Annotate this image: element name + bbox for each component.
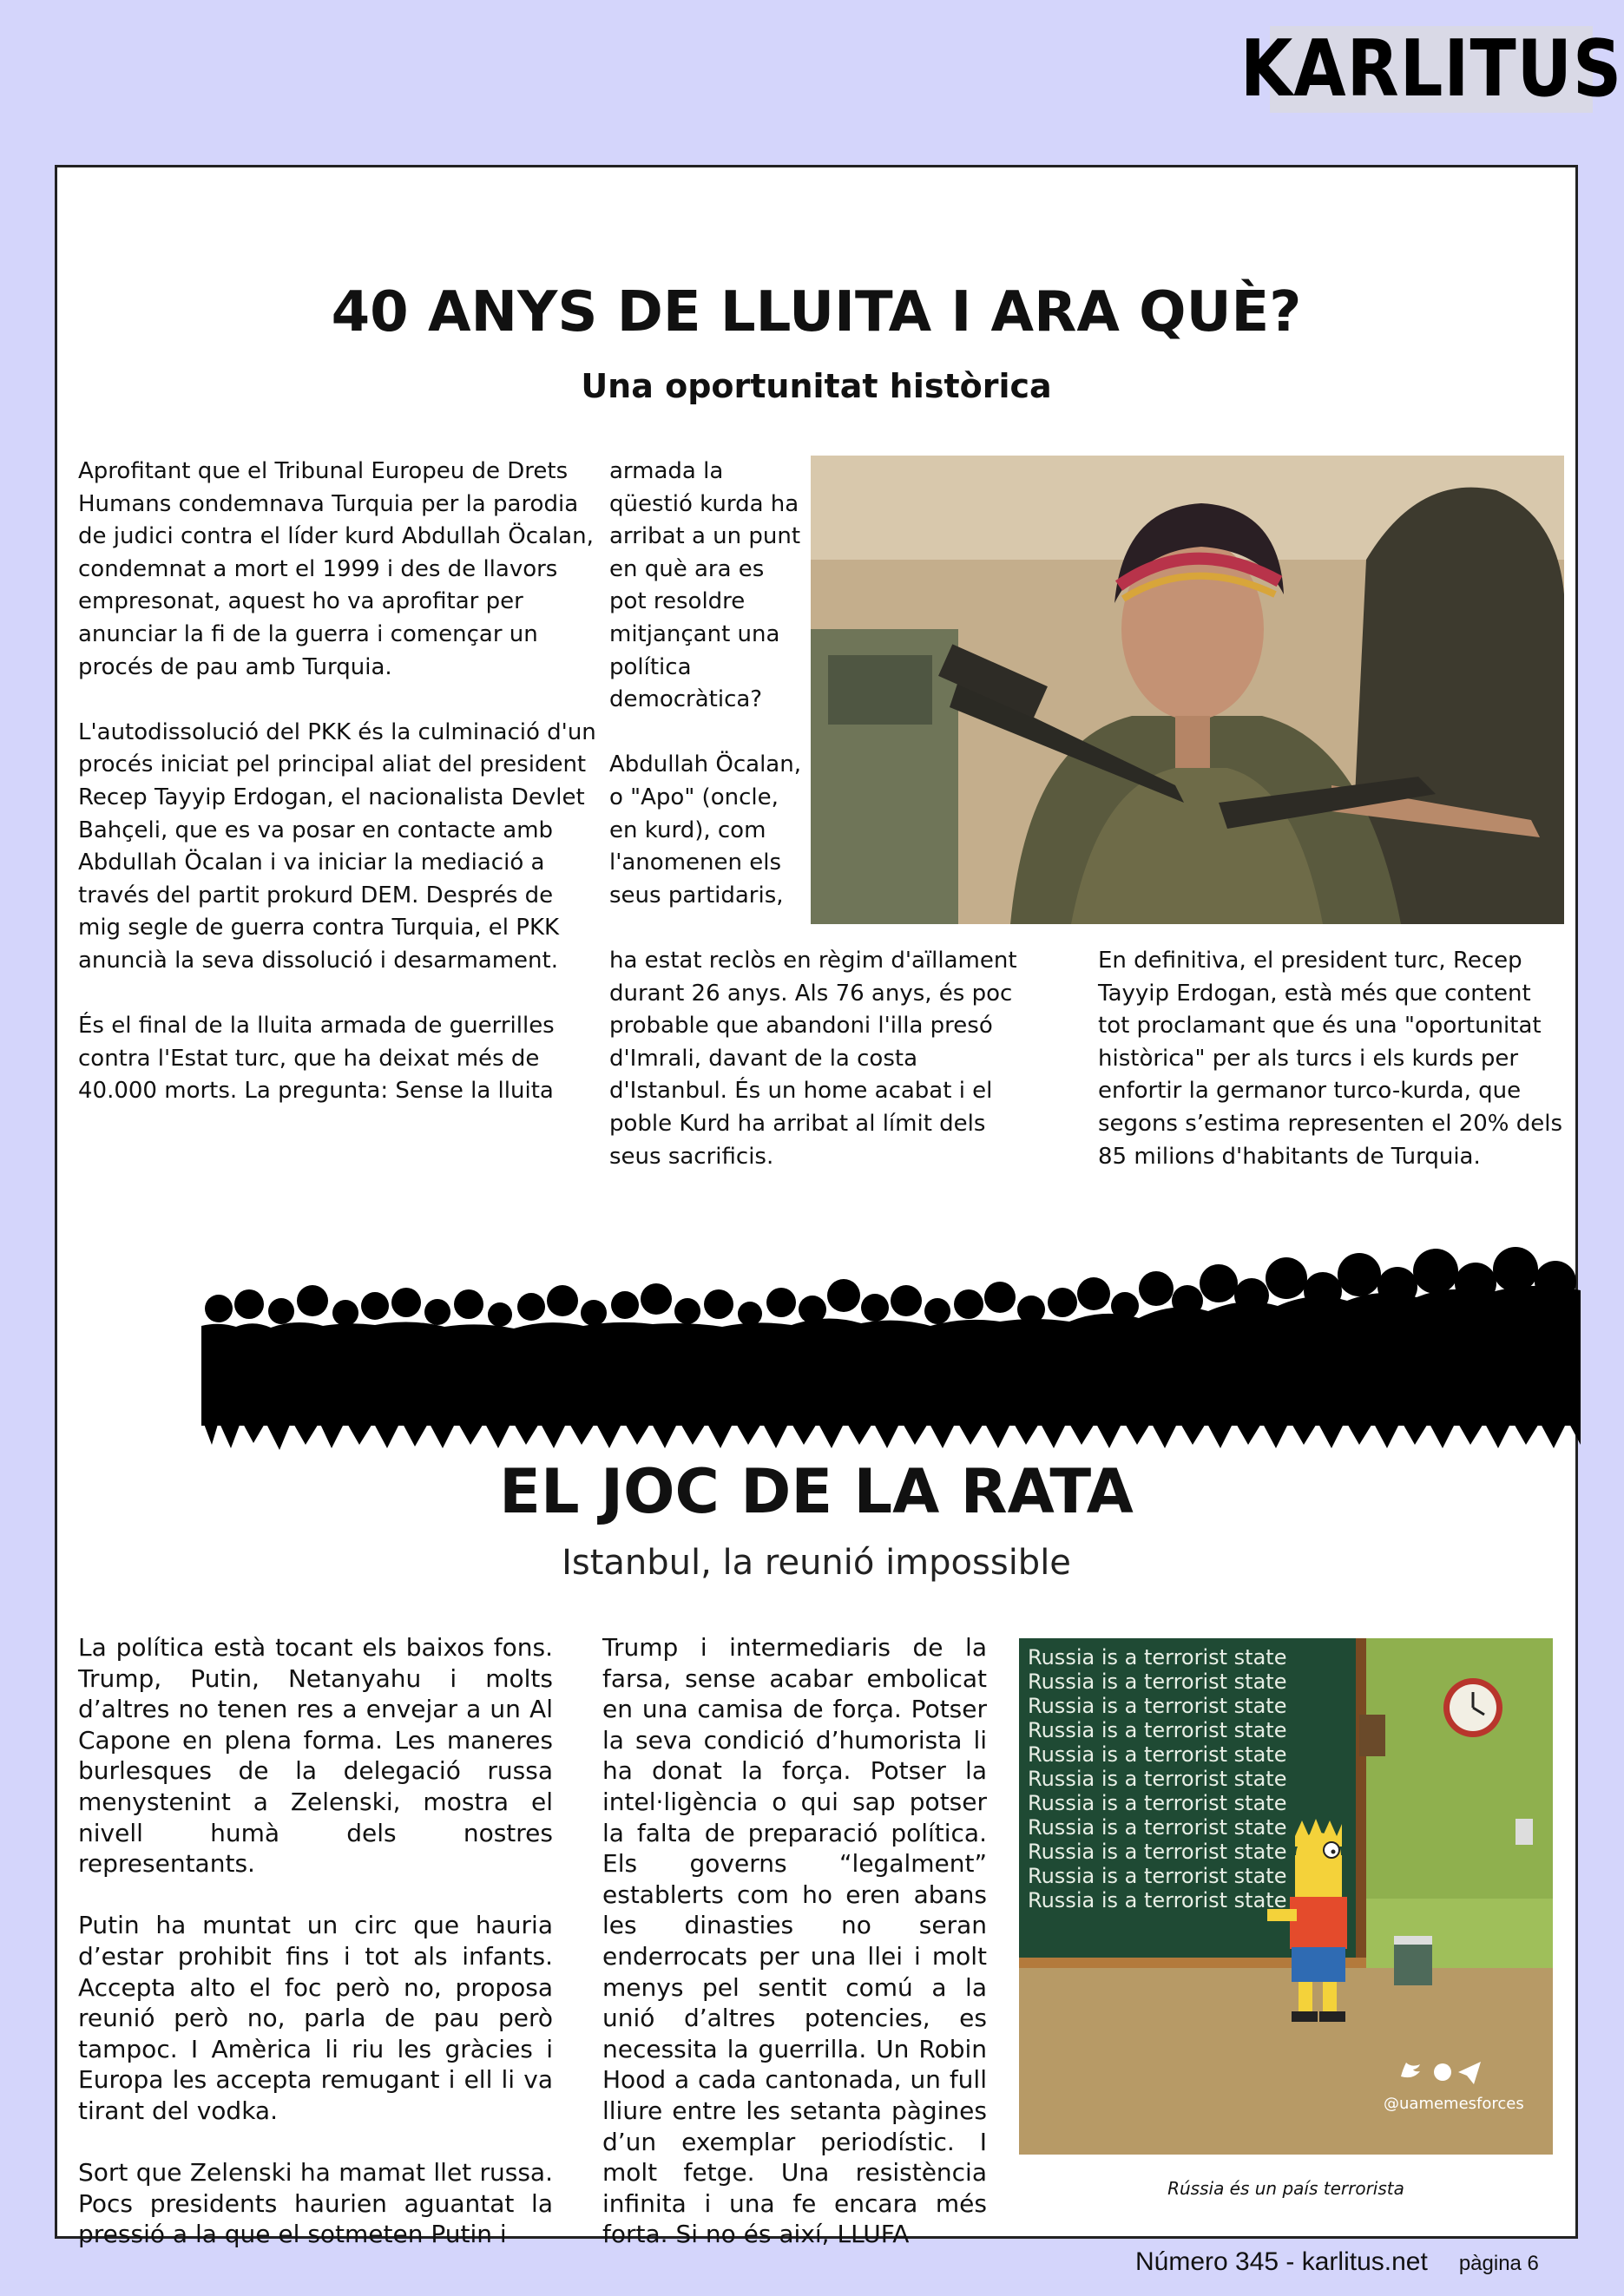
meme-line: Russia is a terrorist state [1028, 1888, 1287, 1912]
meme-line: Russia is a terrorist state [1028, 1718, 1287, 1742]
meme-line: Russia is a terrorist state [1028, 1864, 1287, 1888]
meme-line: Russia is a terrorist state [1028, 1742, 1287, 1767]
paragraph: Putin ha muntat un circ que hauria d’estar prohibit fins i tot als infants. Accepta alto el foc però no, proposa reunió però no, parla de pau però tampoc. I Amèrica li riu les gràcies i Europa les accepta remugant i ell li va tirant del vodka. [78, 1911, 553, 2125]
paragraph: És el final de la lluita armada de guerrilles contra l'Estat turc, que ha deixat més de 40.000 morts. La pregunta: Sense la lluita [78, 1013, 555, 1105]
article1-column2-top [609, 456, 805, 912]
meme-line: Russia is a terrorist state [1028, 1815, 1287, 1840]
paragraph: Abdullah Öcalan, o "Apo" (oncle, en kurd), com l'anomenen els seus partidaris, [609, 751, 801, 909]
paragraph: Sort que Zelenski ha mamat llet russa. Pocs presidents haurien aguantat la pressió a la que el sotmeten Putin i [78, 2158, 553, 2249]
fighter-illustration [811, 456, 1564, 924]
paragraph: L'autodissolució del PKK és la culminació d'un procés iniciat pel principal aliat del president Recep Tayyip Erdogan, el nacionalista Devlet Bahçeli, que es va posar en contacte amb Abdullah Öcalan i va iniciar la mediació a través del partit prokurd DEM. Després de mig segle de guerra contra Turquia, el PKK anuncià la seva dissolució i desarmament. [78, 718, 596, 974]
crowd-silhouette-banner [201, 1243, 1581, 1452]
article2-title: EL JOC DE LA RATA [499, 1456, 1134, 1527]
page-footer [1135, 2247, 1539, 2277]
meme-line: Russia is a terrorist state [1028, 1767, 1287, 1791]
meme-line: Russia is a terrorist state [1028, 1791, 1287, 1815]
article2-column2: Trump i intermediaris de la farsa, sense acabar embolicat en una camisa de força. Potser la seva condició d’humorista li ha donat la força. Potser la intel·ligència o qui sap potser la falta de preparació política. Els governs “legalment” establerts com ho eren abans les dinasties no seran enderrocats per una llei i molt menys pel sentit comú a la unió d’altres potencies, es necessita la guerrilla. Un Robin Hood a cada cantonada, un full lliure entre les setanta pàgines d’un exemplar periodístic. I molt fetge. Una resistència infinita i una fe encara més forta. Si no és així, LLUFA [602, 1633, 987, 2249]
meme-line: Russia is a terrorist state [1028, 1645, 1287, 1670]
article1-subtitle: Una oportunitat històrica [581, 367, 1052, 405]
meme-line: Russia is a terrorist state [1028, 1840, 1287, 1864]
article1-title: 40 ANYS DE LLUITA I ARA QUÈ? [331, 280, 1302, 344]
chalkboard-illustration [1019, 1638, 1553, 2155]
simpsons-chalkboard-meme [1019, 1638, 1553, 2155]
reddit-icon [1434, 2063, 1451, 2081]
meme-line: Russia is a terrorist state [1028, 1670, 1287, 1694]
karlitus-logo: KARLITUS [1239, 24, 1623, 115]
paragraph: armada la qüestió kurda ha arribat a un punt en què ara es pot resoldre mitjançant una política democràtica? [609, 458, 801, 713]
paragraph: Aprofitant que el Tribunal Europeu de Drets Humans condemnava Turquia per la parodia de judici contra el líder kurd Abdullah Öcalan, condemnat a mort el 1999 i des de llavors empresonat, aquest ho va aprofitar per anunciar la fi de la guerra i començar un procés de pau amb Turquia. [78, 458, 594, 680]
article1-column3: En definitiva, el president turc, Recep Tayyip Erdogan, està més que content tot proclamant que és una "oportunitat històrica" per als turcs i els kurds per enfortir la germanor turco-kurda, que segons s’estima representen el 20% dels 85 milions d'habitants de Turquia. [1098, 948, 1563, 1170]
article1-column1 [78, 456, 599, 1108]
meme-line: Russia is a terrorist state [1028, 1694, 1287, 1718]
article2-subtitle: Istanbul, la reunió impossible [562, 1543, 1071, 1583]
article2-column1 [78, 1632, 553, 2250]
kurdish-fighter-photo [811, 456, 1564, 924]
page-number: pàgina 6 [1458, 2252, 1539, 2275]
issue-info: Número 345 - karlitus.net [1135, 2247, 1428, 2276]
meme-caption: Rússia és un país terrorista [1167, 2178, 1404, 2199]
paragraph: La política està tocant els baixos fons. Trump, Putin, Netanyahu i molts d’altres no tenen res a envejar a un Al Capone en plena forma. Les maneres burlesques de la delegació russa menystenint a Zelenski, mostra el nivell humà dels nostres representants. [78, 1633, 553, 1879]
page-sheet [55, 165, 1578, 2249]
meme-handle: @uamemesforces [1384, 2095, 1524, 2113]
article1-column2-bottom: ha estat reclòs en règim d'aïllament durant 26 anys. Als 76 anys, és poc probable que abandoni l'illa presó d'Imrali, davant de la costa d'Istanbul. És un home acabat i el poble Kurd ha arribat al límit dels seus sacrificis. [609, 948, 1017, 1170]
